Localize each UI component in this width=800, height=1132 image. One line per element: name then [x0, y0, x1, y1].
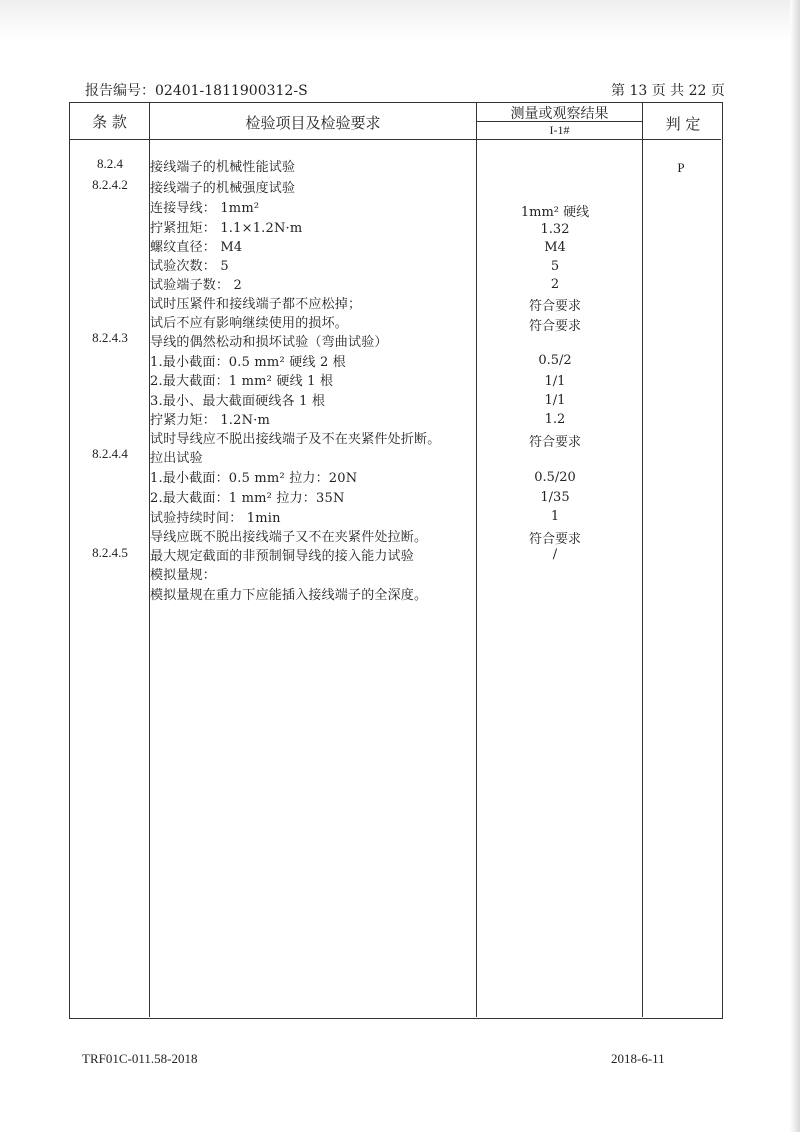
issue-date: 2018-6-11 [611, 1051, 665, 1066]
scan-shading [0, 0, 800, 40]
test-item: 试验端子数： 2 [150, 278, 243, 293]
test-result: 1/35 [540, 490, 570, 505]
test-item: 导线的偶然松动和损坏试验（弯曲试验） [150, 335, 388, 350]
test-result: 1mm² 硬线 [520, 205, 590, 220]
test-result: 0.5/20 [534, 470, 576, 485]
test-item: 接线端子的机械性能试验 [150, 160, 296, 175]
test-item: 导线应既不脱出接线端子又不在夹紧件处拉断。 [150, 530, 428, 545]
test-item: 模拟量规在重力下应能插入接线端子的全深度。 [150, 588, 428, 603]
report-number: 报告编号：02401-1811900312-S [85, 83, 308, 99]
test-result: 0.5/2 [538, 353, 572, 368]
test-item: 试时导线应不脱出接线端子及不在夹紧件处折断。 [150, 432, 441, 447]
column-header-sample: I-1# [549, 123, 570, 137]
clause-number: 8.2.4.3 [92, 330, 128, 345]
test-item: 1.最小截面：0.5 mm² 硬线 2 根 [150, 355, 346, 370]
verdict-value: P [677, 160, 685, 175]
test-item: 拉出试验 [150, 451, 203, 466]
test-item: 3.最小、最大截面硬线各 1 根 [150, 394, 326, 409]
test-item: 试验次数： 5 [150, 259, 229, 274]
test-item: 2.最大截面：1 mm² 硬线 1 根 [150, 374, 334, 389]
page-number: 第 13 页 共 22 页 [611, 83, 725, 99]
header-divider [70, 139, 721, 140]
test-item: 螺纹直径： M4 [150, 240, 243, 255]
test-result: / [552, 547, 558, 562]
page-edge [790, 0, 800, 1132]
column-header-clause: 条 款 [92, 113, 127, 131]
clause-number: 8.2.4 [97, 156, 123, 171]
test-item: 连接导线： 1mm² [150, 201, 260, 216]
test-result: 符合要求 [528, 532, 581, 547]
test-item: 最大规定截面的非预制铜导线的接入能力试验 [150, 549, 415, 564]
clause-number: 8.2.4.5 [92, 545, 128, 560]
test-result: 5 [550, 259, 560, 274]
test-result: 2 [550, 277, 560, 292]
test-result: 1.32 [540, 222, 570, 237]
test-item: 试时压紧件和接线端子都不应松掉； [150, 297, 362, 312]
test-result: 符合要求 [528, 435, 581, 450]
column-header-result: 测量或观察结果 [510, 106, 609, 122]
form-number: TRF01C-011.58-2018 [82, 1051, 198, 1066]
test-item: 试验持续时间： 1min [150, 511, 281, 526]
clause-number: 8.2.4.2 [92, 177, 128, 192]
test-item: 接线端子的机械强度试验 [150, 181, 296, 196]
column-divider-3 [642, 103, 643, 1017]
test-item: 拧紧扭矩： 1.1×1.2N·m [150, 221, 303, 236]
test-result: M4 [544, 240, 566, 255]
test-item: 模拟量规： [150, 568, 217, 583]
test-result: 1.2 [544, 412, 566, 427]
test-item: 拧紧力矩： 1.2N·m [150, 413, 271, 428]
column-header-item: 检验项目及检验要求 [245, 114, 381, 132]
test-result: 1 [550, 509, 560, 524]
test-item: 1.最小截面：0.5 mm² 拉力：20N [150, 471, 358, 486]
test-item: 试后不应有影响继续使用的损坏。 [150, 316, 349, 331]
test-result: 1/1 [544, 393, 566, 408]
clause-number: 8.2.4.4 [92, 446, 128, 461]
test-result: 符合要求 [528, 319, 581, 334]
test-item: 2.最大截面：1 mm² 拉力：35N [150, 491, 345, 506]
test-result: 符合要求 [528, 299, 581, 314]
column-header-verdict: 判 定 [665, 115, 701, 133]
test-result: 1/1 [544, 374, 566, 389]
